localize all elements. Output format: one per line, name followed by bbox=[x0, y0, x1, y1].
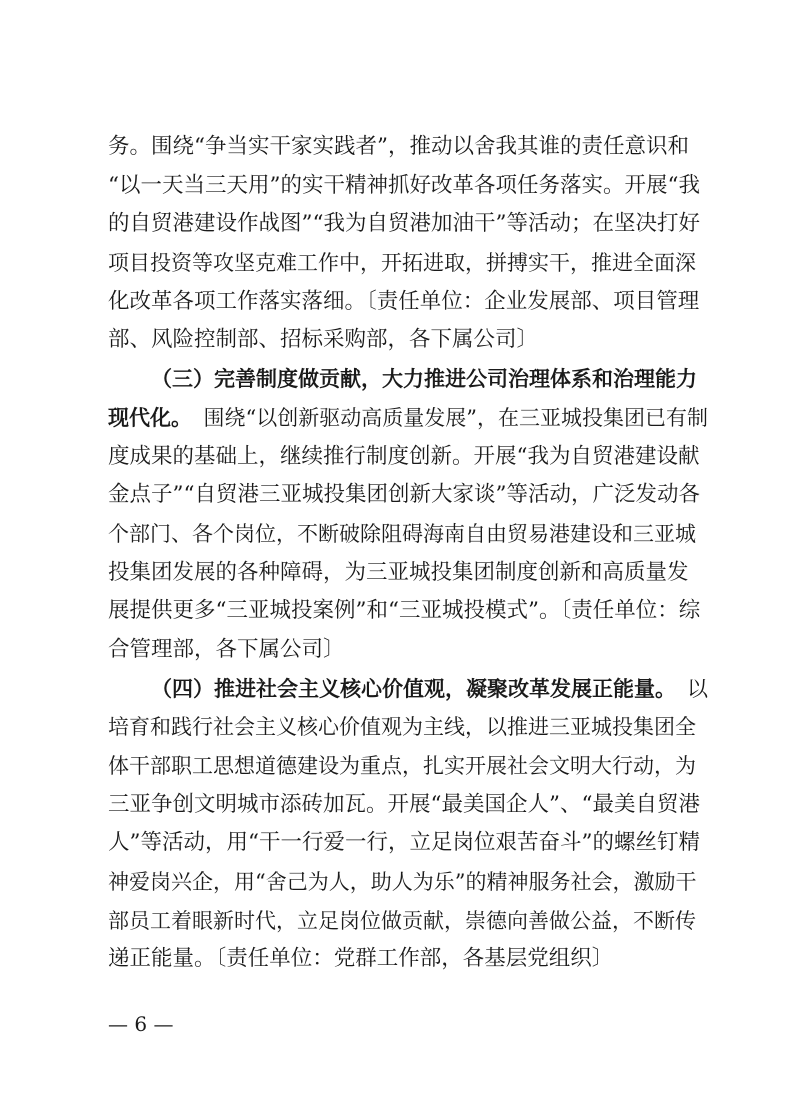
text-line bbox=[108, 399, 708, 438]
text-line bbox=[108, 283, 708, 322]
page-number: — 6 — bbox=[108, 1012, 174, 1036]
line-text: 合管理部，各下属公司〕 bbox=[108, 636, 345, 662]
text-line bbox=[108, 902, 708, 941]
text-line bbox=[108, 824, 708, 863]
line-text: 三亚争创文明城市添砖加瓦。开展“最美国企人”、“最美自贸港 bbox=[108, 791, 700, 817]
line-text: 的自贸港建设作战图”“我为自贸港加油干”等活动；在坚决打好 bbox=[108, 211, 700, 237]
line-text: 务。围绕“争当实干家实践者”，推动以舍我其谁的责任意识和 bbox=[108, 134, 689, 159]
text-line bbox=[108, 321, 708, 360]
section-heading-line bbox=[108, 360, 708, 399]
text-line bbox=[108, 205, 708, 244]
section-heading-line bbox=[108, 670, 708, 709]
text-line bbox=[108, 940, 708, 979]
line-text: 投集团发展的各种障碍，为三亚城投集团制度创新和高质量发 bbox=[108, 559, 689, 585]
text-line bbox=[108, 476, 708, 515]
line-text: 金点子”“自贸港三亚城投集团创新大家谈”等活动，广泛发动各 bbox=[108, 482, 700, 508]
text-line bbox=[108, 244, 708, 283]
line-text: 展提供更多“三亚城投案例”和“三亚城投模式”。〔责任单位：综 bbox=[108, 598, 701, 624]
text-line bbox=[108, 786, 708, 825]
line-text: 部、风险控制部、招标采购部，各下属公司〕 bbox=[108, 327, 539, 353]
line-text: 个部门、各个岗位，不断破除阻碍海南自由贸易港建设和三亚城 bbox=[108, 521, 696, 546]
line-text: 部员工着眼新时代，立足岗位做贡献，崇德向善做公益，不断传 bbox=[108, 908, 696, 933]
text-line bbox=[108, 167, 708, 206]
line-text: 人”等活动，用“干一行爱一行，立足岗位艰苦奋斗”的螺丝钉精 bbox=[108, 830, 700, 856]
line-text: 神爱岗兴企，用“舍己为人，助人为乐”的精神服务社会，激励干 bbox=[108, 870, 697, 895]
text-line bbox=[108, 592, 708, 631]
line-text: 递正能量。〔责任单位：党群工作部，各基层党组织〕 bbox=[108, 946, 614, 972]
body-text bbox=[108, 128, 708, 979]
text-line bbox=[108, 863, 708, 902]
text-line bbox=[108, 554, 708, 593]
line-text: 度成果的基础上，继续推行制度创新。开展“我为自贸港建设献 bbox=[108, 443, 700, 469]
section-heading-3-tail: 现代化。 bbox=[108, 404, 192, 430]
line-text: 体干部职工思想道德建设为重点，扎实开展社会文明大行动，为 bbox=[108, 754, 696, 778]
text-line bbox=[108, 631, 708, 670]
text-line bbox=[108, 708, 708, 747]
line-text: 项目投资等攻坚克难工作中，开拓进取，拼搏实干，推进全面深 bbox=[108, 251, 696, 276]
line-text: “以一天当三天用”的实干精神抓好改革各项任务落实。开展“我 bbox=[108, 172, 700, 198]
text-line bbox=[108, 438, 708, 477]
line-text: 围绕“以创新驱动高质量发展”，在三亚城投集团已有制 bbox=[203, 405, 708, 430]
line-text: 培育和践行社会主义核心价值观为主线，以推进三亚城投集团全 bbox=[108, 715, 696, 740]
line-text: 以 bbox=[687, 676, 708, 701]
text-line bbox=[108, 128, 708, 167]
text-line bbox=[108, 747, 708, 786]
text-line bbox=[108, 515, 708, 554]
section-heading-3: （三）完善制度做贡献，大力推进公司治理体系和治理能力 bbox=[151, 366, 697, 392]
section-heading-4: （四）推进社会主义核心价值观，凝聚改革发展正能量。 bbox=[151, 675, 676, 701]
line-text: 化改革各项工作落实落细。〔责任单位：企业发展部、项目管理 bbox=[108, 288, 700, 314]
